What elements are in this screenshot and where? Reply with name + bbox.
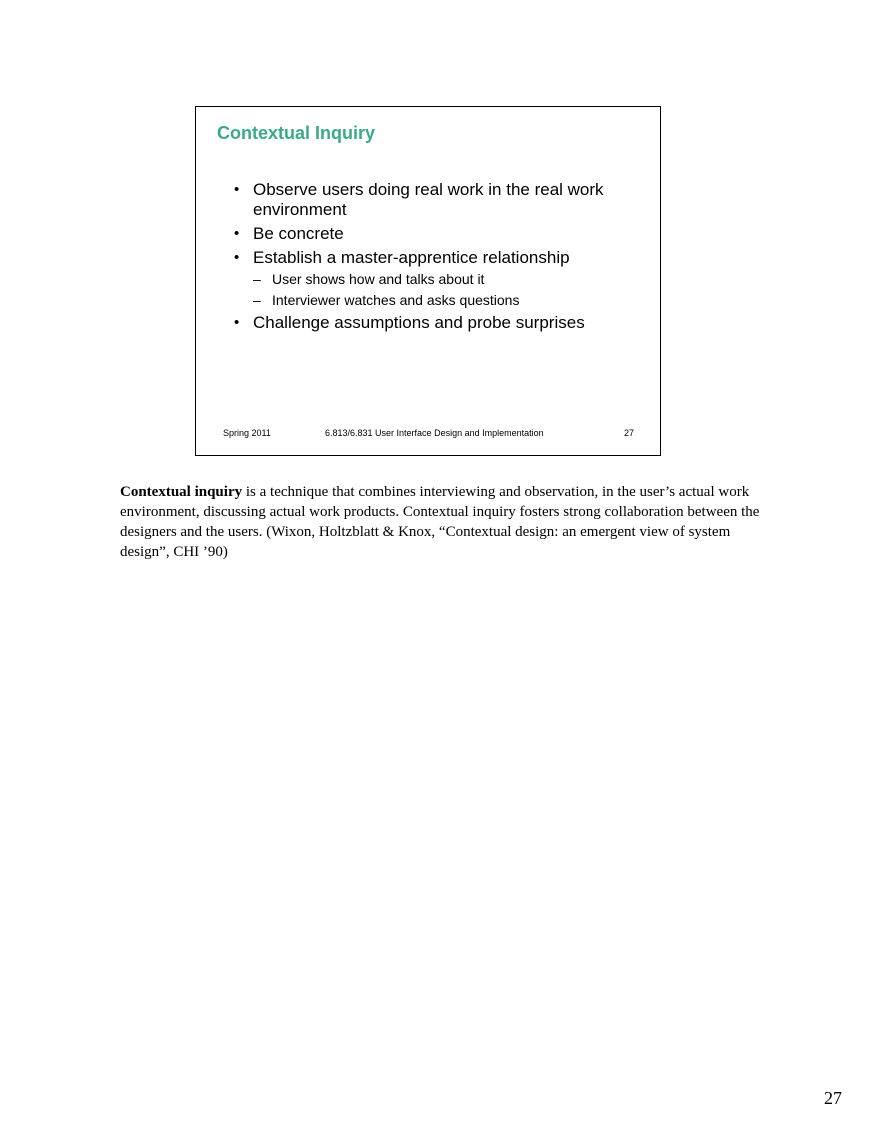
slide-footer-term: Spring 2011 xyxy=(223,428,271,438)
slide-bullet-text: Challenge assumptions and probe surprises xyxy=(253,313,585,332)
slide-subbullet-list xyxy=(253,270,649,309)
slide-subbullet xyxy=(253,291,649,309)
bullet-dot-icon: • xyxy=(234,181,240,198)
slide-bullet-text: Be concrete xyxy=(253,224,344,243)
bullet-dot-icon: • xyxy=(234,249,240,266)
slide-bullet xyxy=(234,180,649,220)
slide-footer-course: 6.813/6.831 User Interface Design and Implementation xyxy=(325,428,544,438)
slide-title: Contextual Inquiry xyxy=(217,123,376,143)
slide-subbullet-text: Interviewer watches and asks questions xyxy=(272,292,520,308)
slide-bullet-text: Observe users doing real work in the real work environment xyxy=(253,180,604,219)
slide-footer-number: 27 xyxy=(624,428,635,438)
page-number: 27 xyxy=(824,1088,842,1108)
slide-subbullet xyxy=(253,270,649,288)
notes-bold-lead: Contextual inquiry xyxy=(120,484,243,500)
lecture-notes xyxy=(120,482,760,562)
dash-icon: – xyxy=(253,271,261,287)
dash-icon: – xyxy=(253,292,261,308)
bullet-dot-icon: • xyxy=(234,314,240,331)
slide-bullet xyxy=(234,248,649,309)
slide-bullet-text: Establish a master-apprentice relationship xyxy=(253,248,570,267)
notes-body: is a technique that combines interviewing and observation, in the user’s actual work environment, discussing actual work products. Contextual inquiry fosters strong collaboration between the designers and the users. (Wixon, Holtzblatt & Knox, “Contextual design: an emergent view of system design”, CHI ’90) xyxy=(120,484,760,560)
bullet-dot-icon: • xyxy=(234,225,240,242)
slide-subbullet-text: User shows how and talks about it xyxy=(272,271,485,287)
slide-bullet xyxy=(234,313,649,333)
slide-bullet-list xyxy=(234,180,649,337)
slide-bullet xyxy=(234,224,649,244)
slide-thumbnail xyxy=(195,106,661,456)
